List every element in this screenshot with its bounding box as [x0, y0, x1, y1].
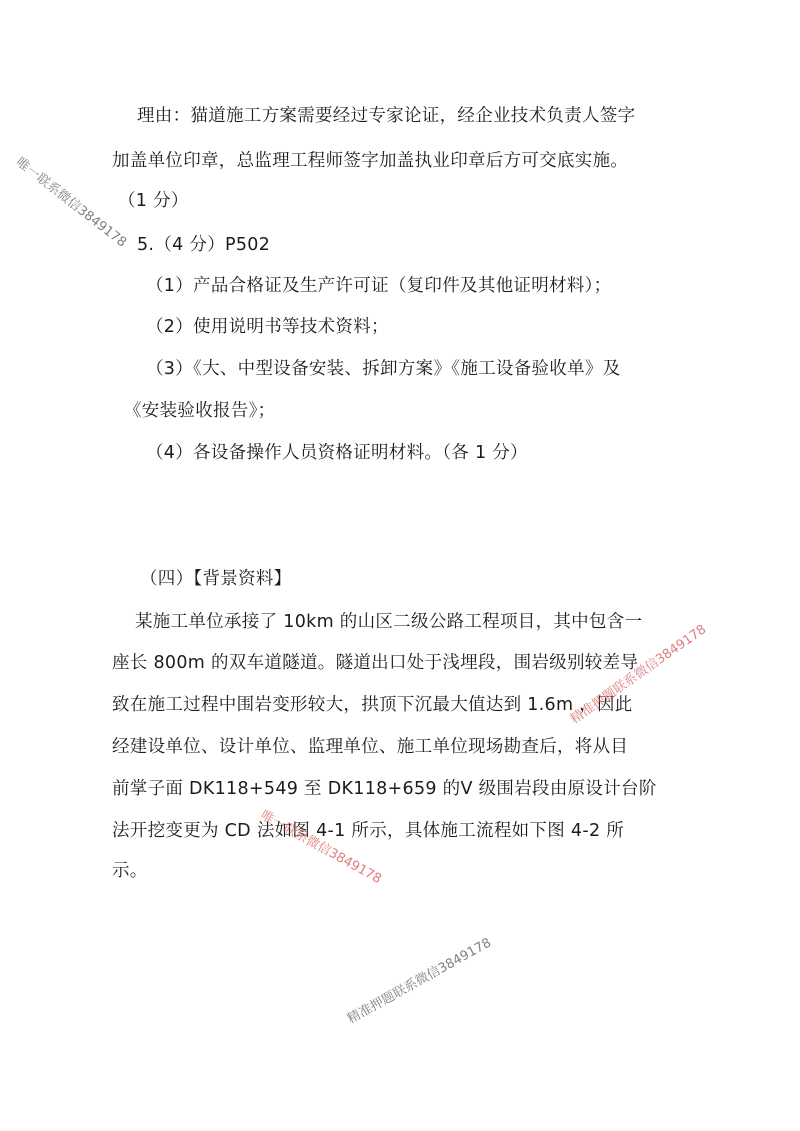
- watermark-right: 精准押题联系微信3849178: [568, 622, 710, 728]
- background-line-2: 座长 800m 的双车道隧道。隧道出口处于浅埋段，围岩级别较差导: [112, 653, 639, 673]
- reason-line-1: 理由：猫道施工方案需要经过专家论证，经企业技术负责人签字: [137, 106, 636, 126]
- reason-line-2: 加盖单位印章，总监理工程师签字加盖执业印章后方可交底实施。: [112, 151, 629, 171]
- background-line-3: 致在施工过程中围岩变形较大，拱顶下沉最大值达到 1.6m ，因此: [112, 695, 633, 715]
- background-line-6: 法开挖变更为 CD 法如图 4-1 所示，具体施工流程如下图 4-2 所: [112, 821, 625, 841]
- background-line-1: 某施工单位承接了 10km 的山区二级公路工程项目，其中包含一: [135, 612, 643, 632]
- watermark-middle: 唯一联系微信3849178: [257, 808, 384, 888]
- watermark-bottom: 精准押题联系微信3849178: [345, 935, 494, 1028]
- section4-heading: （四）【背景资料】: [140, 569, 292, 589]
- q5-item-2: （2）使用说明书等技术资料；: [146, 317, 389, 337]
- q5-item-3-cont: 《安装验收报告》；: [124, 401, 276, 421]
- q5-item-1: （1）产品合格证及生产许可证（复印件及其他证明材料）；: [146, 276, 612, 296]
- reason-score: （1 分）: [118, 191, 189, 211]
- background-line-4: 经建设单位、设计单位、监理单位、施工单位现场勘查后，将从目: [112, 737, 629, 757]
- q5-item-3: （3）《大、中型设备安装、拆卸方案》《施工设备验收单》及: [146, 359, 621, 379]
- q5-heading: 5.（4 分）P502: [137, 235, 271, 255]
- background-line-5: 前掌子面 DK118+549 至 DK118+659 的Ⅴ 级围岩段由原设计台阶: [112, 779, 657, 799]
- q5-item-4: （4）各设备操作人员资格证明材料。（各 1 分）: [146, 443, 528, 463]
- background-line-7: 示。: [112, 861, 148, 881]
- watermark-left: 唯一联系微信3849178: [12, 155, 130, 251]
